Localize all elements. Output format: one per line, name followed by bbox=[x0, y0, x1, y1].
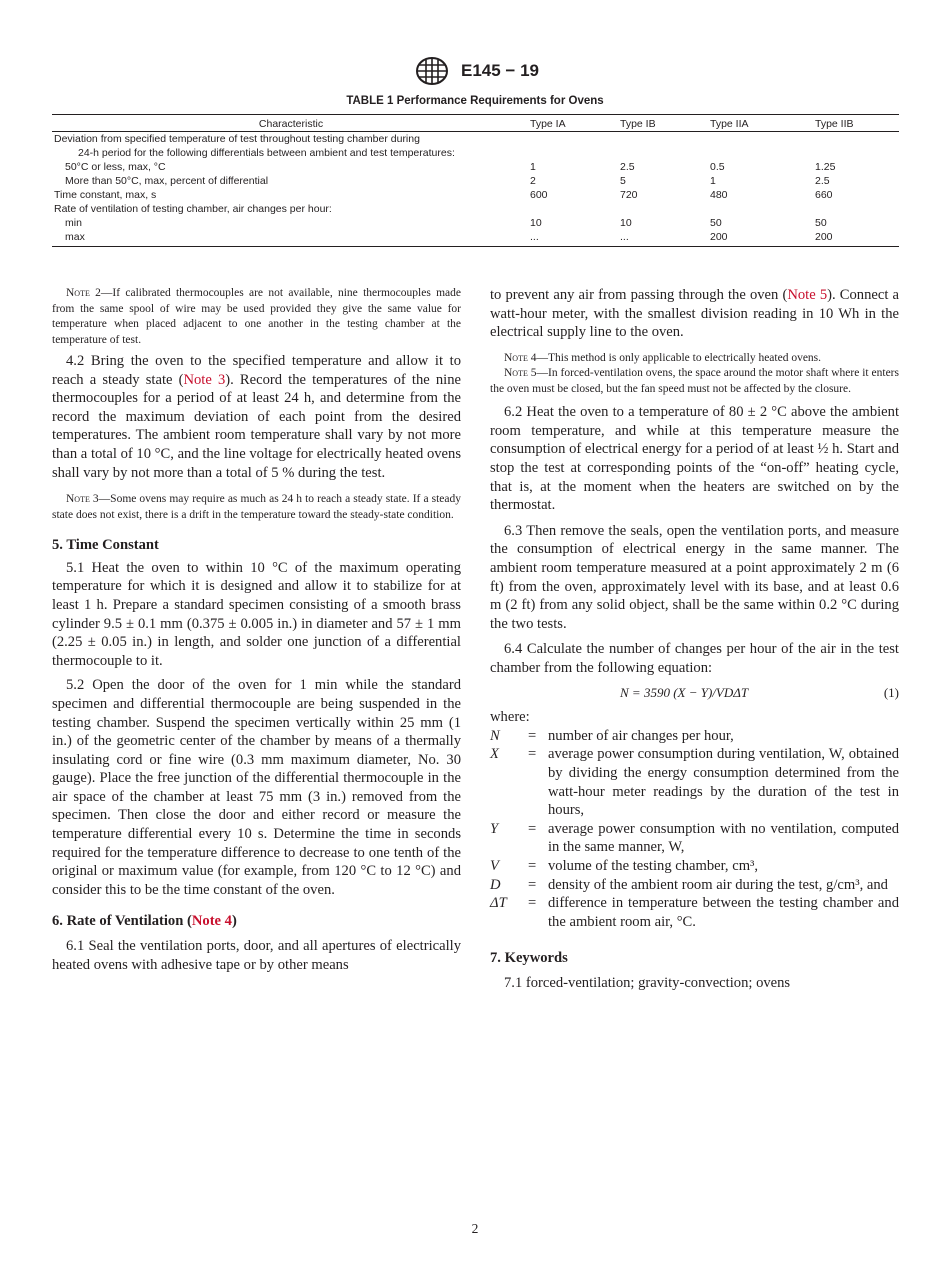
paragraph-text: ). Record the temperatures of the nine thermocouples for a period of at least 24 h, and determine from the record the maximum deviation of each point from the desired temperatures. The ambient room temperature shall vary by not more than a total of 10 °C, and the line voltage for electrically heated ovens shall vary by not more than a total of 5 % during the test. bbox=[52, 371, 461, 481]
cell bbox=[710, 132, 815, 147]
paragraph-6-4: 6.4 Calculate the number of changes per hour of the air in the test chamber from the following equation: bbox=[490, 641, 899, 676]
variable-symbol: X bbox=[490, 746, 499, 763]
table-row bbox=[52, 230, 899, 247]
left-column bbox=[52, 286, 461, 974]
cell: 660 bbox=[815, 189, 833, 201]
column-header: Type IA bbox=[530, 115, 620, 132]
paragraph-6-2: 6.2 Heat the oven to a temperature of 80 ± 2 °C above the ambient room temperature, and while at this temperature measure the consumption of electrical energy for a period of at least ½ h. Start and stop the test at corresponding points of the “on-off” heating cycle, that is, at the moment when the heaters are switched on by the thermostat. bbox=[490, 404, 899, 514]
equation-1 bbox=[490, 684, 899, 703]
variable-symbol: N bbox=[490, 727, 500, 744]
variable-symbol: Y bbox=[490, 820, 499, 837]
right-column bbox=[490, 286, 899, 993]
cell bbox=[815, 132, 899, 147]
cell bbox=[710, 146, 815, 160]
cell: 1.25 bbox=[815, 161, 836, 173]
note-text: 4—This method is only applicable to electrically heated ovens. bbox=[527, 351, 822, 364]
cell bbox=[530, 132, 620, 147]
row-label: min bbox=[65, 217, 82, 229]
table-row bbox=[52, 146, 899, 160]
cell bbox=[620, 132, 710, 147]
variable-symbol: ΔT bbox=[490, 895, 507, 912]
cell: 2.5 bbox=[815, 175, 830, 187]
row-label: 24-h period for the following differentials between ambient and test temperatures: bbox=[78, 147, 455, 159]
note-4 bbox=[490, 351, 899, 367]
paragraph-6-1: 6.1 Seal the ventilation ports, door, and all apertures of electrically heated ovens with adhesive tape or by other means bbox=[52, 938, 461, 973]
heading-text: ) bbox=[231, 913, 237, 930]
cell bbox=[620, 202, 710, 216]
variable-symbol: D bbox=[490, 876, 501, 893]
paragraph-text: ). Connect a watt-hour meter, with the smallest division reading in 10 Wh in the electrical supply line to the oven. bbox=[490, 287, 899, 341]
heading-text: 6. Rate of Ventilation ( bbox=[52, 913, 192, 930]
note-4-link[interactable]: Note 4 bbox=[191, 913, 232, 930]
document-code: E145 − 19 bbox=[461, 61, 539, 80]
variable-definition bbox=[490, 745, 899, 819]
cell: 5 bbox=[620, 175, 626, 187]
cell bbox=[815, 146, 899, 160]
equation-number: (1) bbox=[883, 684, 899, 700]
cell: 50 bbox=[815, 217, 827, 229]
cell: 2.5 bbox=[620, 161, 635, 173]
cell bbox=[530, 202, 620, 216]
paragraph-4-2 bbox=[52, 352, 461, 482]
section-heading-7: 7. Keywords bbox=[490, 950, 568, 967]
cell: 720 bbox=[620, 189, 638, 201]
column-header: Characteristic bbox=[52, 115, 530, 132]
table-row bbox=[52, 188, 899, 202]
cell: 480 bbox=[710, 189, 728, 201]
page-number: 2 bbox=[471, 1221, 479, 1236]
cell: 50 bbox=[710, 217, 722, 229]
note-2 bbox=[52, 286, 461, 348]
paragraph-5-1: 5.1 Heat the oven to within 10 °C of the maximum operating temperature for which it is designed and allow it to stabilize for at least 1 h. Prepare a standard specimen consisting of a smooth brass cylinder 9.5 ± 0.1 mm (0.375 ± 0.005 in.) in diameter and 57 ± 1 mm (2.25 ± 0.05 in.) in length, and solder one junction of a differential thermocouple to it. bbox=[52, 559, 461, 669]
table-row bbox=[52, 202, 899, 216]
paragraph-5-2: 5.2 Open the door of the oven for 1 min while the standard specimen and differential thermocouple are being suspended in the testing chamber. Suspend the specimen vertically within 25 mm (1 in.) of the geometric center of the chamber by means of a thermally insulating cord or fine wire (0.3 mm maximum diameter, No. 30 gauge). Place the free junction of the differential thermocouple in the air space of the chamber at least 75 mm (3 in.) removed from the specimen. Then close the door and either record or measure the temperature differential every 10 s. Determine the time in seconds required for the temperature difference to decrease to one tenth of the original or maximum value (for example, from 120 °C to 12 °C) and consider this to be the time constant of the oven. bbox=[52, 677, 461, 898]
cell: 0.5 bbox=[710, 161, 725, 173]
paragraph-6-1-continued bbox=[490, 286, 899, 342]
note-3 bbox=[52, 492, 461, 523]
equals-sign: = bbox=[528, 727, 537, 744]
note-text: 5—In forced-ventilation ovens, the space around the motor shaft where it enters the oven must be closed, but the fan speed must not be affected by the closure. bbox=[490, 367, 899, 395]
variable-definition bbox=[490, 876, 899, 895]
column-header: Type IIB bbox=[815, 115, 899, 132]
cell bbox=[710, 202, 815, 216]
table-row bbox=[52, 132, 899, 147]
row-label: max bbox=[52, 230, 530, 247]
cell: 10 bbox=[530, 217, 542, 229]
note-5 bbox=[490, 366, 899, 397]
variable-definition bbox=[490, 894, 899, 931]
astm-logo-icon bbox=[411, 56, 453, 86]
table-caption: TABLE 1 Performance Requirements for Ovens bbox=[346, 95, 604, 107]
note-3-link[interactable]: Note 3 bbox=[183, 371, 226, 388]
table-row bbox=[52, 174, 899, 188]
note-label: Note bbox=[504, 351, 528, 364]
section-heading-6 bbox=[52, 912, 461, 931]
note-5-link[interactable]: Note 5 bbox=[787, 287, 828, 303]
note-label: Note bbox=[504, 367, 528, 380]
cell: ... bbox=[530, 230, 620, 247]
paragraph-7-1: 7.1 forced-ventilation; gravity-convection; ovens bbox=[504, 974, 791, 991]
equals-sign: = bbox=[528, 895, 537, 912]
column-header: Type IIA bbox=[710, 115, 815, 132]
equation-formula: N = 3590 (X − Y)/VDΔT bbox=[620, 684, 749, 700]
table-header-row bbox=[52, 115, 899, 132]
row-label: 50°C or less, max, °C bbox=[65, 161, 166, 173]
variable-description: average power consumption with no ventilation, computed in the same manner, W, bbox=[548, 820, 899, 856]
variable-description: average power consumption during ventilation, W, obtained by dividing the energy consumption determined from the watt-hour meter readings by the duration of the test in hours, bbox=[548, 746, 899, 819]
cell: 1 bbox=[530, 161, 536, 173]
variable-description: volume of the testing chamber, cm³, bbox=[548, 857, 759, 874]
where-label: where: bbox=[490, 709, 530, 726]
equals-sign: = bbox=[528, 876, 537, 893]
variable-description: density of the ambient room air during the test, g/cm³, and bbox=[548, 876, 888, 893]
variable-definition bbox=[490, 727, 899, 746]
column-header: Type IB bbox=[620, 115, 710, 132]
row-label: More than 50°C, max, percent of differential bbox=[65, 175, 269, 187]
note-label: Note bbox=[66, 287, 90, 299]
cell bbox=[530, 146, 620, 160]
paragraph-6-3: 6.3 Then remove the seals, open the ventilation ports, and measure the consumption of electrical energy in the same manner. The ambient room temperature measured at a point approximately 2 m (6 ft) from the oven, approximately level with its base, and at least 0.6 m (2 ft) from any solid object, shall be the same within 0.2 °C during the two tests. bbox=[490, 522, 899, 632]
variable-definition bbox=[490, 820, 899, 857]
variable-description: difference in temperature between the testing chamber and the ambient room air, °C. bbox=[548, 895, 899, 930]
equals-sign: = bbox=[528, 857, 537, 874]
performance-table bbox=[52, 114, 899, 247]
paragraph-text: 4.2 Bring the oven to the specified temperature and allow it to reach a steady state ( bbox=[52, 353, 461, 388]
cell bbox=[620, 146, 710, 160]
cell: ... bbox=[620, 230, 710, 247]
equals-sign: = bbox=[528, 820, 537, 837]
cell: 10 bbox=[620, 217, 632, 229]
row-label: Time constant, max, s bbox=[54, 189, 157, 201]
cell: 1 bbox=[710, 175, 716, 187]
cell bbox=[815, 202, 899, 216]
row-label: Rate of ventilation of testing chamber, air changes per hour: bbox=[54, 203, 332, 215]
cell: 2 bbox=[530, 175, 536, 187]
note-text: 3—Some ovens may require as much as 24 h to reach a steady state. If a steady state does not exist, there is a drift in the temperature toward the steady-state condition. bbox=[52, 493, 461, 521]
section-heading-5: 5. Time Constant bbox=[52, 537, 159, 554]
page-header bbox=[0, 56, 950, 86]
equals-sign: = bbox=[528, 746, 537, 763]
paragraph-text: to prevent any air from passing through the oven ( bbox=[490, 287, 788, 303]
note-text: 2—If calibrated thermocouples are not available, nine thermocouples made from the same spool of wire may be used provided they give the same value for temperature when placed adjacent to one another in the testing chamber at the temperature of test. bbox=[52, 287, 461, 346]
variable-definition bbox=[490, 857, 899, 876]
cell: 200 bbox=[710, 230, 815, 247]
cell: 600 bbox=[530, 189, 548, 201]
variable-symbol: V bbox=[490, 857, 499, 874]
note-label: Note bbox=[66, 493, 90, 506]
row-label: Deviation from specified temperature of test throughout testing chamber during bbox=[54, 133, 420, 145]
cell: 200 bbox=[815, 230, 899, 247]
table-row bbox=[52, 216, 899, 230]
variable-description: number of air changes per hour, bbox=[548, 727, 734, 744]
table-row bbox=[52, 160, 899, 174]
